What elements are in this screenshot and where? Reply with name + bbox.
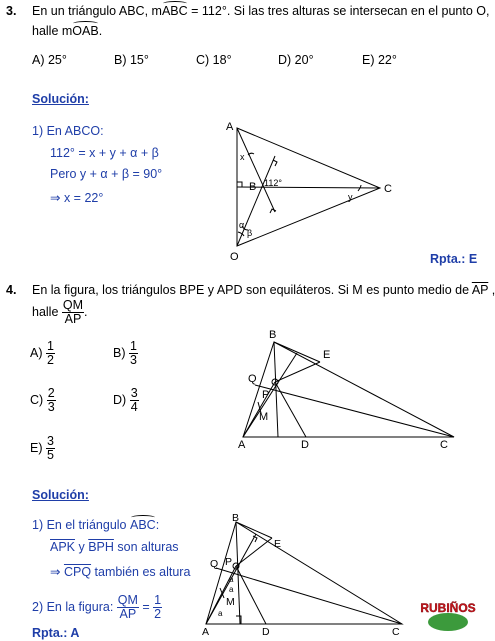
p4-figure — [232, 322, 460, 452]
svg-text:RUBIÑOS: RUBIÑOS — [420, 601, 476, 615]
altitude-b — [237, 187, 380, 188]
segment-ap: $\overline{AP}$ — [471, 283, 489, 297]
angle-abc: ABC — [161, 4, 188, 18]
p3-option-e[interactable]: E) 22° — [362, 53, 397, 67]
p3-label-b: B — [249, 181, 257, 193]
p4s-label-p: P — [225, 556, 233, 568]
solution-triangle-abc — [206, 522, 402, 624]
p3-label-beta: β — [247, 228, 253, 238]
p3-option-b[interactable]: B) 15° — [114, 53, 149, 67]
p4s-label-a3: a — [218, 609, 223, 618]
p4-solution-heading: Solución: — [32, 488, 89, 502]
p3-label-y: y — [348, 192, 353, 202]
p4-label-m: M — [259, 411, 269, 423]
p4s-label-m: M — [226, 596, 235, 608]
angle-oab: OAB — [72, 24, 99, 38]
p4s-label-q: Q — [210, 558, 219, 570]
problem-3-number: 3. — [6, 4, 17, 18]
p3-step1: 1) En ABCO: — [32, 124, 104, 138]
p4-option-b[interactable]: B) $\frac{1}{3}$ — [113, 339, 137, 367]
p3-option-a[interactable]: A) 25° — [32, 53, 67, 67]
p4-label-e: E — [323, 349, 331, 361]
qm-over-ap-fraction: $\frac{QM}{AP}$ — [62, 298, 84, 326]
p4-label-c: C — [440, 439, 448, 451]
p4-step3: ⇒ $\overline{CPQ}$ también es altura — [50, 565, 191, 579]
problem-3-stem-line1: En un triángulo ABC, mABC = 112°. Si las tres alturas se intersecan en el punto O, — [32, 4, 490, 18]
p3-label-alpha: α — [239, 220, 245, 230]
p4-step1: 1) En el triángulo ABC: — [32, 518, 160, 532]
p4-label-q: Q — [248, 373, 257, 385]
p3-label-a: A — [226, 121, 234, 133]
p4s-label-b: B — [232, 512, 240, 524]
p4s-label-d: D — [262, 626, 270, 638]
p3-figure — [220, 118, 410, 266]
p4-label-a: A — [238, 439, 246, 451]
p4-option-e[interactable]: E) $\frac{3}{5}$ — [30, 434, 54, 462]
p3-label-angle: 112° — [264, 178, 282, 188]
rubinos-logo-icon — [420, 592, 476, 636]
p4s-label-a2: a — [229, 585, 234, 594]
p4s-label-c: C — [392, 626, 400, 638]
p3-option-d[interactable]: D) 20° — [278, 53, 314, 67]
p4-label-d: D — [301, 439, 309, 451]
p4s-label-e: E — [274, 538, 282, 550]
p3-eq2: Pero y + α + β = 90° — [50, 167, 163, 181]
p4-option-a[interactable]: A) $\frac{1}{2}$ — [30, 339, 54, 367]
problem-4-stem-line1: En la figura, los triángulos BPE y APD son equiláteros. Si M es punto medio de $\overline{AP}$ , — [32, 283, 495, 297]
problem-3-stem-line2: halle mOAB. — [32, 24, 103, 38]
p4-answer: Rpta.: A — [32, 626, 80, 640]
p4-step4: 2) En la figura: $\frac{QM}{AP}$ = $\frac{1}{2}$ — [32, 593, 162, 621]
side-be — [274, 342, 320, 362]
p3-solution-heading: Solución: — [32, 92, 89, 106]
p3-eq3: ⇒ x = 22° — [50, 191, 104, 205]
p3-label-c: C — [384, 183, 392, 195]
p4-option-d[interactable]: D) $\frac{3}{4}$ — [113, 386, 138, 414]
p3-eq1: 112° = x + y + α + β — [50, 146, 159, 160]
rubinos-logo — [420, 592, 476, 636]
p4s-label-a1: a — [229, 575, 234, 584]
p3-answer: Rpta.: E — [430, 252, 478, 266]
p3-label-o: O — [230, 251, 239, 263]
p4-label-p: P — [262, 389, 270, 401]
p4-solution-figure — [198, 512, 408, 636]
p4-label-b: B — [269, 329, 277, 341]
problem-4-stem-line2: halle $\frac{QM}{AP}$ . — [32, 298, 88, 326]
p3-option-c[interactable]: C) 18° — [196, 53, 232, 67]
problem-4-number: 4. — [6, 283, 17, 297]
p4-option-c[interactable]: C) $\frac{2}{3}$ — [30, 386, 55, 414]
p4s-label-a: A — [202, 626, 210, 638]
p3-label-x: x — [240, 152, 245, 162]
p4-step2: $\overline{APK}$ y $\overline{BPH}$ son alturas — [50, 540, 179, 554]
